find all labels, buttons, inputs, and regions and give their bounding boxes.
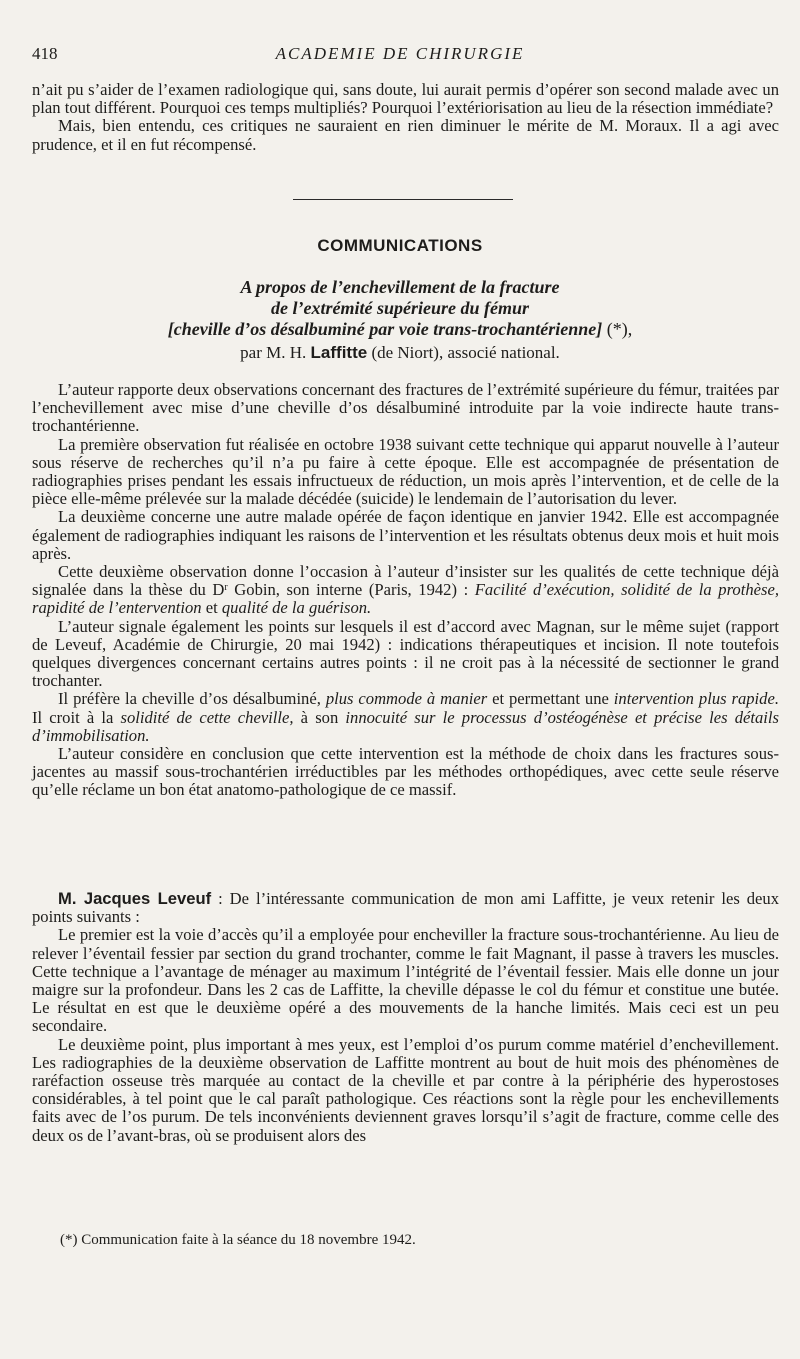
emphasis: plus commode à manier <box>325 689 488 709</box>
text-run: Il croit à la <box>32 707 121 727</box>
page-number: 418 <box>32 44 58 63</box>
paragraph: Le premier est la voie d’accès qu’il a employée pour encheviller la fracture sous-trochantérienne. Au lieu de relever l’éventail fessier par section du grand trochanter, comme le fait Magnant, il passe à travers les muscles. Cette technique a l’avantage de ménager au maximum l’intégrité de l’éventail fessier. Mais elle donne un jour maigre sur la profondeur. Dans les 2 cas de Laffitte, la cheville dépasse le col du fémur et constitue une butée. Le résultat en est que le deuxième opéré a des mouvements de la hanche limités. Mais ceci est un peu secondaire. <box>32 925 779 1036</box>
paragraph: L’auteur considère en conclusion que cette intervention est la méthode de choix dans les fractures sous-jacentes au massif sous-trochantérien irréductibles par les méthodes orthopédiques, avec cette seule réserve qu’elle réclame un bon état anatomo-pathologique de ce massif. <box>32 744 779 800</box>
article-title <box>80 277 720 340</box>
speaker-name: M. Jacques Leveuf <box>58 889 212 908</box>
text-run: Il préfère la cheville d’os désalbuminé, <box>58 689 326 709</box>
summary-text <box>32 381 779 800</box>
byline-suffix: (de Niort), associé national. <box>367 343 560 362</box>
title-line: A propos de l’enchevillement de la fracture <box>240 277 560 297</box>
emphasis: Facilité d’exécution, solidité de la prothèse, rapidité de l’entervention <box>32 580 779 618</box>
emphasis: solidité de cette cheville, <box>120 707 294 727</box>
paragraph: La première observation fut réalisée en octobre 1938 suivant cette technique qui apparut nouvelle à l’auteur sous réserve de recherches qu’il n’a pu faire à cette époque. Elle est accompagnée de présentation de radiographies prises pendant les essais infructueux de réduction, un mois après l’intervention, et de celle de la pièce elle-même prélevée sur la malade décédée (suicide) le lendemain de l’autorisation du lever. <box>32 434 779 509</box>
title-line: de l’extrémité supérieure du fémur <box>271 298 529 318</box>
superscript: r <box>224 582 228 594</box>
running-head: ACADEMIE DE CHIRURGIE <box>275 44 525 63</box>
paragraph <box>32 690 779 745</box>
text-run: et permettant une <box>487 689 614 709</box>
text-run: et <box>201 598 222 618</box>
section-title: COMMUNICATIONS <box>317 236 483 255</box>
text-run: Cette deuxième observation donne l’occasion à l’auteur d’insister sur les qualités de cette technique déjà signalée dans la thèse du D <box>32 562 779 600</box>
author-name: Laffitte <box>310 343 368 362</box>
paragraph: La deuxième concerne une autre malade opérée de façon identique en janvier 1942. Elle est accompagnée également de radiographies indiquant les raisons de l’intervention et les résultats obtenus deux mois et huit mois après. <box>32 507 779 563</box>
emphasis: qualité de la guérison. <box>221 598 372 618</box>
discussion-text <box>32 890 779 1145</box>
emphasis: innocuité sur le processus d’ostéogénèse et précise les détails d’immobilisation. <box>32 707 779 745</box>
byline-prefix: par M. H. <box>240 343 311 362</box>
footnote-mark: (*), <box>602 319 633 339</box>
emphasis: intervention plus rapide. <box>613 689 779 709</box>
paragraph: Le deuxième point, plus important à mes yeux, est l’emploi d’os purum comme matériel d’enchevillement. Les radiographies de la deuxième observation de Laffitte montrent au bout de huit mois des phénomènes de raréfaction osseuse très marquée au contact de la cheville et par contre à la périphérie des hyperostoses considérables, à tel point que le cal paraît pathologique. Ces réactions sont la règle pour les enchevillements faits avec de l’os purum. De tels inconvénients deviennent graves lorsqu’il s’agit de fracture, comme celle des deux os de l’avant-bras, où se produisent alors des <box>32 1034 779 1145</box>
paragraph: n’ait pu s’aider de l’examen radiologique qui, sans doute, lui aurait permis d’opérer son second malade avec un plan tout différent. Pourquoi ces temps multipliés? Pourquoi l’extériorisation au lieu de la résection immédiate? <box>32 80 779 118</box>
continuation-text <box>32 81 779 154</box>
paragraph <box>32 563 779 618</box>
separator-rule <box>293 199 513 200</box>
text-run: Gobin, son interne (Paris, 1942) : <box>227 580 475 600</box>
text-run: à son <box>293 707 346 727</box>
paragraph: Mais, bien entendu, ces critiques ne sauraient en rien diminuer le mérite de M. Moraux. Il a agi avec prudence, et il en fut récompensé. <box>32 116 779 154</box>
title-line <box>80 319 720 340</box>
title-bracket-line: [cheville d’os désalbuminé par voie trans-trochantérienne] <box>167 319 603 339</box>
byline <box>0 343 800 363</box>
text-run: : De l’intéressante communication de mon ami Laffitte, je veux retenir les deux points suivants : <box>32 889 779 927</box>
footnote: (*) Communication faite à la séance du 18 novembre 1942. <box>60 1232 416 1248</box>
paragraph: L’auteur signale également les points sur lesquels il est d’accord avec Magnan, sur le même sujet (rapport de Leveuf, Académie de Chirurgie, 20 mai 1942) : indications thérapeutiques et incision. Il note toutefois quelques divergences concernant certains autres points : il ne croit pas à la nécessité de sectionner le grand trochanter. <box>32 616 779 691</box>
paragraph <box>32 890 779 926</box>
paragraph: L’auteur rapporte deux observations concernant des fractures de l’extrémité supérieure du fémur, traitées par l’enchevillement avec mise d’une cheville d’os désalbuminé introduite par la voie indirecte haute trans-trochantérienne. <box>32 380 779 436</box>
page-header <box>32 44 768 68</box>
